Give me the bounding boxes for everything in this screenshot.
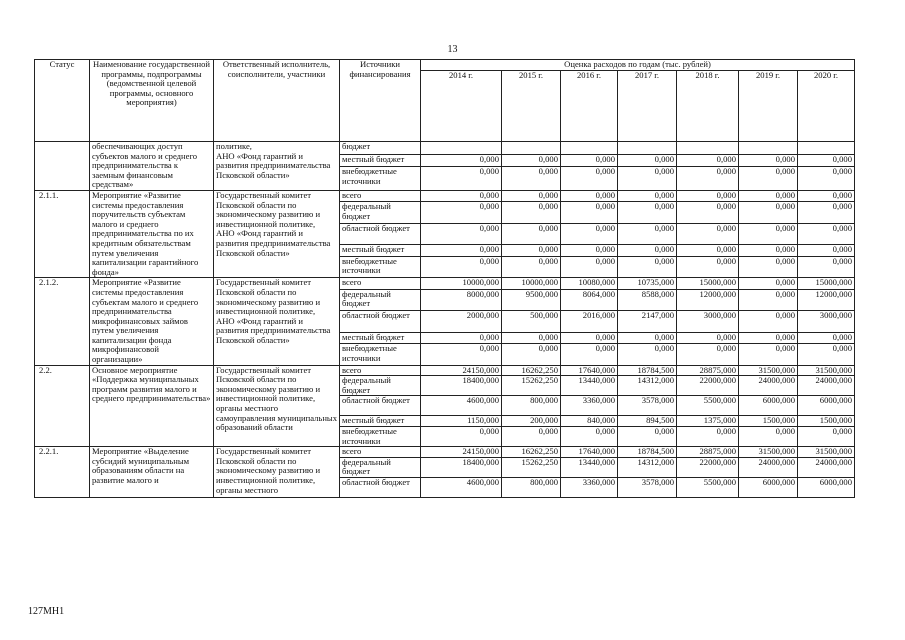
- amount-cell: 31500,000: [739, 365, 798, 376]
- funding-source-cell: федеральный бюджет: [340, 202, 421, 224]
- amount-cell: 0,000: [561, 256, 618, 278]
- amount-cell: 2016,000: [561, 311, 618, 332]
- amount-cell: 18400,000: [421, 376, 502, 396]
- amount-cell: 0,000: [421, 256, 502, 278]
- executor-cell: Государственный комитет Псковской области по экономическому развитию и инвестиционной политике, АНО «Фонд гарантий и развития предпринимательства Псковской области»: [214, 278, 340, 365]
- header-year: 2018 г.: [677, 71, 739, 142]
- amount-cell: 8064,000: [561, 289, 618, 311]
- amount-cell: 0,000: [421, 223, 502, 244]
- executor-cell: Государственный комитет Псковской области по экономическому развитию и инвестиционной политике, органы местного: [214, 447, 340, 498]
- amount-cell: 2000,000: [421, 311, 502, 332]
- amount-cell: 0,000: [502, 332, 561, 343]
- amount-cell: 0,000: [618, 427, 677, 447]
- header-year: 2014 г.: [421, 71, 502, 142]
- amount-cell: 15262,250: [502, 457, 561, 477]
- funding-source-cell: областной бюджет: [340, 478, 421, 498]
- amount-cell: 28875,000: [677, 447, 739, 458]
- header-year: 2019 г.: [739, 71, 798, 142]
- amount-cell: 24150,000: [421, 365, 502, 376]
- funding-source-cell: федеральный бюджет: [340, 289, 421, 311]
- amount-cell: 200,000: [502, 416, 561, 427]
- amount-cell: 0,000: [421, 427, 502, 447]
- header-program-name: Наименование государственной программы, подпрограммы (ведомственной целевой программы, основного мероприятия): [90, 60, 214, 142]
- amount-cell: 10000,000: [421, 278, 502, 289]
- amount-cell: 5500,000: [677, 478, 739, 498]
- amount-cell: 0,000: [421, 190, 502, 201]
- amount-cell: 3000,000: [798, 311, 855, 332]
- amount-cell: 8000,000: [421, 289, 502, 311]
- table-body: [35, 142, 855, 498]
- amount-cell: 10735,000: [618, 278, 677, 289]
- amount-cell: 17640,000: [561, 447, 618, 458]
- amount-cell: 16262,250: [502, 365, 561, 376]
- amount-cell: 800,000: [502, 478, 561, 498]
- amount-cell: 24150,000: [421, 447, 502, 458]
- funding-source-cell: внебюджетные источники: [340, 256, 421, 278]
- header-year: 2017 г.: [618, 71, 677, 142]
- funding-source-cell: федеральный бюджет: [340, 376, 421, 396]
- funding-source-cell: местный бюджет: [340, 332, 421, 343]
- amount-cell: 3000,000: [677, 311, 739, 332]
- program-name-cell: Мероприятие «Выделение субсидий муниципальным образованиям области на развитие малого и: [90, 447, 214, 498]
- program-name-cell: Основное мероприятие «Поддержка муниципальных программ развития малого и среднего предпринимательства»: [90, 365, 214, 447]
- amount-cell: 0,000: [502, 167, 561, 191]
- amount-cell: 12000,000: [677, 289, 739, 311]
- amount-cell: 13440,000: [561, 376, 618, 396]
- status-cell: 2.1.1.: [35, 190, 90, 277]
- amount-cell: 0,000: [421, 202, 502, 224]
- amount-cell: 15262,250: [502, 376, 561, 396]
- amount-cell: 0,000: [421, 154, 502, 167]
- header-status: Статус: [35, 60, 90, 142]
- header-estimate: Оценка расходов по годам (тыс. рублей): [421, 60, 855, 71]
- amount-cell: 18784,500: [618, 447, 677, 458]
- amount-cell: 4600,000: [421, 478, 502, 498]
- amount-cell: 0,000: [502, 154, 561, 167]
- amount-cell: 22000,000: [677, 376, 739, 396]
- amount-cell: 0,000: [677, 332, 739, 343]
- amount-cell: 0,000: [618, 154, 677, 167]
- amount-cell: 0,000: [502, 344, 561, 366]
- amount-cell: 0,000: [561, 245, 618, 256]
- amount-cell: 0,000: [618, 190, 677, 201]
- amount-cell: [798, 142, 855, 155]
- amount-cell: 6000,000: [739, 478, 798, 498]
- amount-cell: 0,000: [677, 202, 739, 224]
- funding-source-cell: всего: [340, 190, 421, 201]
- amount-cell: 0,000: [561, 190, 618, 201]
- amount-cell: 0,000: [798, 427, 855, 447]
- amount-cell: 3578,000: [618, 478, 677, 498]
- executor-cell: Государственный комитет Псковской области по экономическому развитию и инвестиционной политике, АНО «Фонд гарантий и развития предпринимательства Псковской области»: [214, 190, 340, 277]
- amount-cell: 0,000: [618, 256, 677, 278]
- amount-cell: 0,000: [421, 344, 502, 366]
- amount-cell: 0,000: [502, 190, 561, 201]
- amount-cell: 3360,000: [561, 396, 618, 416]
- amount-cell: 13440,000: [561, 457, 618, 477]
- amount-cell: 0,000: [798, 202, 855, 224]
- table-row: [35, 447, 855, 458]
- funding-source-cell: внебюджетные источники: [340, 427, 421, 447]
- amount-cell: 0,000: [739, 154, 798, 167]
- table-row: [35, 278, 855, 289]
- amount-cell: 5500,000: [677, 396, 739, 416]
- amount-cell: 4600,000: [421, 396, 502, 416]
- table-row: [35, 365, 855, 376]
- amount-cell: [677, 142, 739, 155]
- document-code: 127МН1: [28, 606, 65, 617]
- amount-cell: 17640,000: [561, 365, 618, 376]
- amount-cell: [502, 142, 561, 155]
- status-cell: [35, 142, 90, 191]
- amount-cell: 14312,000: [618, 457, 677, 477]
- amount-cell: 0,000: [739, 202, 798, 224]
- amount-cell: 1500,000: [798, 416, 855, 427]
- amount-cell: 0,000: [677, 190, 739, 201]
- amount-cell: 10080,000: [561, 278, 618, 289]
- amount-cell: 16262,250: [502, 447, 561, 458]
- amount-cell: 0,000: [502, 427, 561, 447]
- amount-cell: 0,000: [561, 344, 618, 366]
- budget-table: [34, 59, 855, 498]
- funding-source-cell: областной бюджет: [340, 311, 421, 332]
- amount-cell: 0,000: [798, 190, 855, 201]
- amount-cell: [561, 142, 618, 155]
- amount-cell: 0,000: [618, 332, 677, 343]
- amount-cell: 0,000: [739, 427, 798, 447]
- page-number: 13: [447, 44, 458, 55]
- amount-cell: 800,000: [502, 396, 561, 416]
- amount-cell: 24000,000: [798, 376, 855, 396]
- amount-cell: 0,000: [739, 278, 798, 289]
- header-sources: Источники финансирования: [340, 60, 421, 142]
- amount-cell: 500,000: [502, 311, 561, 332]
- amount-cell: 0,000: [798, 245, 855, 256]
- amount-cell: 0,000: [739, 245, 798, 256]
- amount-cell: 15000,000: [677, 278, 739, 289]
- amount-cell: 22000,000: [677, 457, 739, 477]
- amount-cell: 0,000: [561, 167, 618, 191]
- amount-cell: 0,000: [677, 427, 739, 447]
- funding-source-cell: местный бюджет: [340, 416, 421, 427]
- amount-cell: 6000,000: [798, 396, 855, 416]
- funding-source-cell: внебюджетные источники: [340, 167, 421, 191]
- amount-cell: 0,000: [739, 167, 798, 191]
- header-year: 2015 г.: [502, 71, 561, 142]
- amount-cell: 1500,000: [739, 416, 798, 427]
- amount-cell: 0,000: [739, 344, 798, 366]
- amount-cell: 6000,000: [739, 396, 798, 416]
- amount-cell: 0,000: [421, 332, 502, 343]
- amount-cell: 0,000: [561, 223, 618, 244]
- amount-cell: 0,000: [561, 154, 618, 167]
- funding-source-cell: областной бюджет: [340, 223, 421, 244]
- amount-cell: 0,000: [739, 190, 798, 201]
- amount-cell: 0,000: [421, 245, 502, 256]
- table-row: [35, 142, 855, 155]
- amount-cell: 0,000: [798, 154, 855, 167]
- amount-cell: 0,000: [618, 167, 677, 191]
- amount-cell: 0,000: [677, 245, 739, 256]
- amount-cell: 10000,000: [502, 278, 561, 289]
- amount-cell: 0,000: [739, 289, 798, 311]
- amount-cell: 0,000: [677, 344, 739, 366]
- amount-cell: 0,000: [798, 332, 855, 343]
- amount-cell: 894,500: [618, 416, 677, 427]
- program-name-cell: Мероприятие «Развитие системы предоставления субъектам малого и среднего предпринимательства микрофинансовых займов путем увеличения капитализации фонда микрофинансовой организации»: [90, 278, 214, 365]
- amount-cell: 0,000: [677, 223, 739, 244]
- status-cell: 2.2.1.: [35, 447, 90, 498]
- amount-cell: 24000,000: [739, 376, 798, 396]
- funding-source-cell: внебюджетные источники: [340, 344, 421, 366]
- header-executor: Ответственный исполнитель, соисполнители, участники: [214, 60, 340, 142]
- amount-cell: 0,000: [739, 256, 798, 278]
- funding-source-cell: местный бюджет: [340, 154, 421, 167]
- amount-cell: 8588,000: [618, 289, 677, 311]
- amount-cell: 0,000: [421, 167, 502, 191]
- amount-cell: 0,000: [618, 344, 677, 366]
- amount-cell: 14312,000: [618, 376, 677, 396]
- amount-cell: 18784,500: [618, 365, 677, 376]
- executor-cell: Государственный комитет Псковской области по экономическому развитию и инвестиционной политике, органы местного самоуправления муниципальных образований области: [214, 365, 340, 447]
- amount-cell: 0,000: [502, 202, 561, 224]
- amount-cell: 0,000: [798, 344, 855, 366]
- amount-cell: 24000,000: [798, 457, 855, 477]
- amount-cell: 840,000: [561, 416, 618, 427]
- amount-cell: 2147,000: [618, 311, 677, 332]
- header-year: 2020 г.: [798, 71, 855, 142]
- amount-cell: 12000,000: [798, 289, 855, 311]
- amount-cell: 0,000: [618, 223, 677, 244]
- amount-cell: 0,000: [618, 245, 677, 256]
- amount-cell: 0,000: [798, 223, 855, 244]
- executor-cell: политике, АНО «Фонд гарантий и развития предпринимательства Псковской области»: [214, 142, 340, 191]
- amount-cell: 0,000: [561, 427, 618, 447]
- amount-cell: 0,000: [677, 154, 739, 167]
- amount-cell: 0,000: [677, 256, 739, 278]
- amount-cell: 0,000: [739, 332, 798, 343]
- amount-cell: 24000,000: [739, 457, 798, 477]
- amount-cell: 31500,000: [798, 447, 855, 458]
- funding-source-cell: всего: [340, 365, 421, 376]
- amount-cell: 31500,000: [798, 365, 855, 376]
- amount-cell: 0,000: [502, 223, 561, 244]
- amount-cell: 0,000: [739, 311, 798, 332]
- amount-cell: 3360,000: [561, 478, 618, 498]
- amount-cell: 1375,000: [677, 416, 739, 427]
- amount-cell: 1150,000: [421, 416, 502, 427]
- amount-cell: 31500,000: [739, 447, 798, 458]
- funding-source-cell: областной бюджет: [340, 396, 421, 416]
- amount-cell: 0,000: [798, 256, 855, 278]
- funding-source-cell: всего: [340, 447, 421, 458]
- amount-cell: [421, 142, 502, 155]
- program-name-cell: Мероприятие «Развитие системы предоставления поручительств субъектам малого и среднего предпринимательства по их кредитным обязательствам путем увеличения капитализации гарантийного фонда»: [90, 190, 214, 277]
- program-name-cell: обеспечивающих доступ субъектов малого и среднего предпринимательства к заемным финансовым средствам»: [90, 142, 214, 191]
- status-cell: 2.2.: [35, 365, 90, 447]
- amount-cell: [618, 142, 677, 155]
- amount-cell: 0,000: [502, 245, 561, 256]
- funding-source-cell: местный бюджет: [340, 245, 421, 256]
- amount-cell: 28875,000: [677, 365, 739, 376]
- amount-cell: 0,000: [561, 202, 618, 224]
- amount-cell: 0,000: [677, 167, 739, 191]
- amount-cell: 0,000: [561, 332, 618, 343]
- amount-cell: [739, 142, 798, 155]
- amount-cell: 6000,000: [798, 478, 855, 498]
- amount-cell: 0,000: [739, 223, 798, 244]
- funding-source-cell: всего: [340, 278, 421, 289]
- amount-cell: 18400,000: [421, 457, 502, 477]
- amount-cell: 9500,000: [502, 289, 561, 311]
- header-year: 2016 г.: [561, 71, 618, 142]
- amount-cell: 15000,000: [798, 278, 855, 289]
- funding-source-cell: бюджет: [340, 142, 421, 155]
- amount-cell: 0,000: [502, 256, 561, 278]
- table-row: [35, 190, 855, 201]
- status-cell: 2.1.2.: [35, 278, 90, 365]
- amount-cell: 3578,000: [618, 396, 677, 416]
- amount-cell: 0,000: [798, 167, 855, 191]
- funding-source-cell: федеральный бюджет: [340, 457, 421, 477]
- amount-cell: 0,000: [618, 202, 677, 224]
